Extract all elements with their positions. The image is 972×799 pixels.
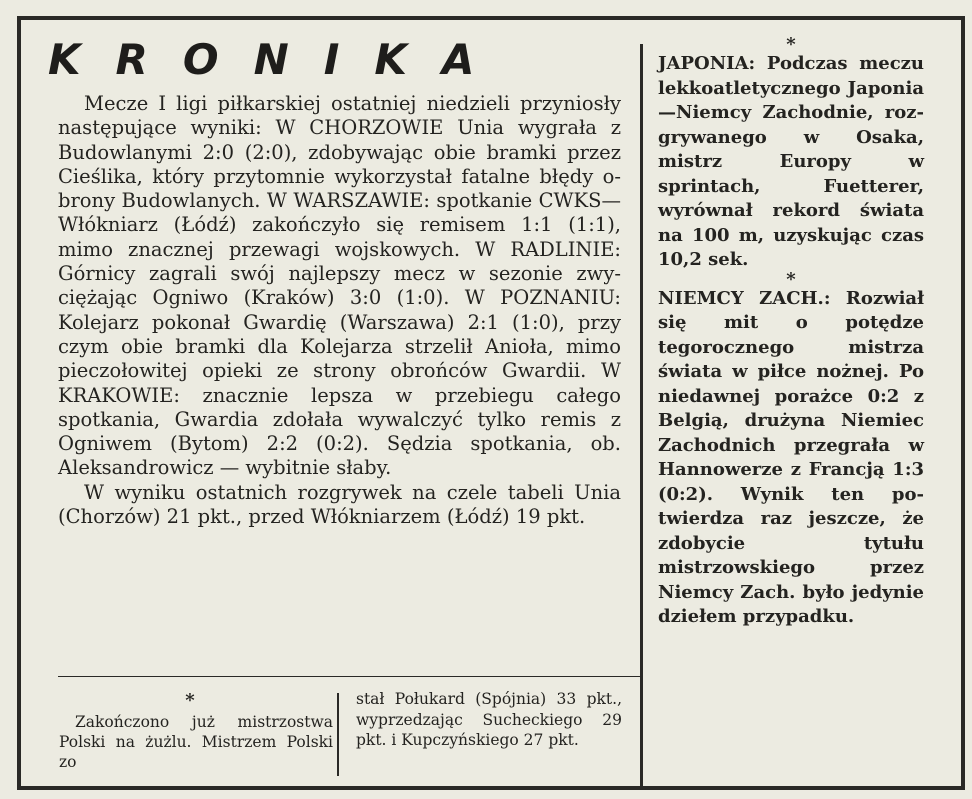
article-paragraph-2: W wyniku ostatnich rozgrywek na czele tabeli Unia (Chorzów) 21 pkt., przed Włókniarzem (Łódź) 19 pkt. [58,480,621,529]
article-paragraph-1: Mecze I ligi piłkarskiej ostatniej niedzieli przyniosły następujące wyniki: W CHORZOWIE Unia wygrała z Budowlanymi 2:0 (2:0), zdobywając obie bramki przez Cieślika, który przytomnie wykorzystał fatalne błędy obrony Budowlanych. W WARSZAWIE: spotkanie CWKS—Włókniarz (Łódź) zakończyło się remisem 1:1 (1:1), mimo znacznej przewagi wojskowych. W RADLINIE: Górnicy zagrali swój najlepszy mecz w sezonie zwyciężając Ogniwo (Kraków) 3:0 (1:0). W POZNANIU: Kolejarz pokonał Gwardię (Warszawa) 2:1 (1:0), przy czym obie bramki dla Kolejarza strzelił Anioła, mimo pieczołowitej opieki ze strony obrońców Gwardii. W KRAKOWIE: znacznie lepsza w przebiegu całego spotkania, Gwardia zdołała wywalczyć tylko remis z Ogniwem (Bytom) 2:2 (0:2). Sędzia spotkania, ob. Aleksandrowicz — wybitnie słaby. [58,92,621,480]
speedway-text-part-2: stał Połukard (Spójnia) 33 pkt., wyprzedzając Sucheckiego 29 pkt. i Kupczyńskiego 27 pkt. [356,690,622,750]
section-divider [58,676,642,677]
speedway-text-part-1: Zakończono już mistrzostwa Polski na żużlu. Mistrzem Polski zo [59,713,333,771]
foreign-news-column [658,34,924,630]
section-title: KRONIKA [48,35,510,84]
separator-asterisk: * [786,34,796,55]
germany-news: NIEMCY ZACH.: Rozwiał się mit o potędze tegorocznego mistrza świata w piłce nożnej. Po niedawnej porażce 0:2 z Belgią, drużyna Niemiec Zachodnich przegrała w Hannowerze z Francją 1:3 (0:2). Wynik ten potwierdza raz jeszcze, że zdobycie tytułu mistrzowskiego przez Niemcy Zach. było jedynie dziełem przypadku. [658,287,924,627]
separator-asterisk: * [786,268,796,290]
japan-news: JAPONIA: Podczas meczu lekkoatletycznego Japonia—Niemcy Zachodnie, rozgrywanego w Osaka, mistrz Europy w sprintach, Fuetterer, wyrównał rekord świata na 100 m, uzyskując czas 10,2 sek. [658,53,924,270]
league-results-article [58,92,621,529]
speedway-note-left [59,712,333,772]
small-column-divider [337,693,339,776]
speedway-note-right [356,689,622,751]
separator-asterisk: * [185,690,195,711]
